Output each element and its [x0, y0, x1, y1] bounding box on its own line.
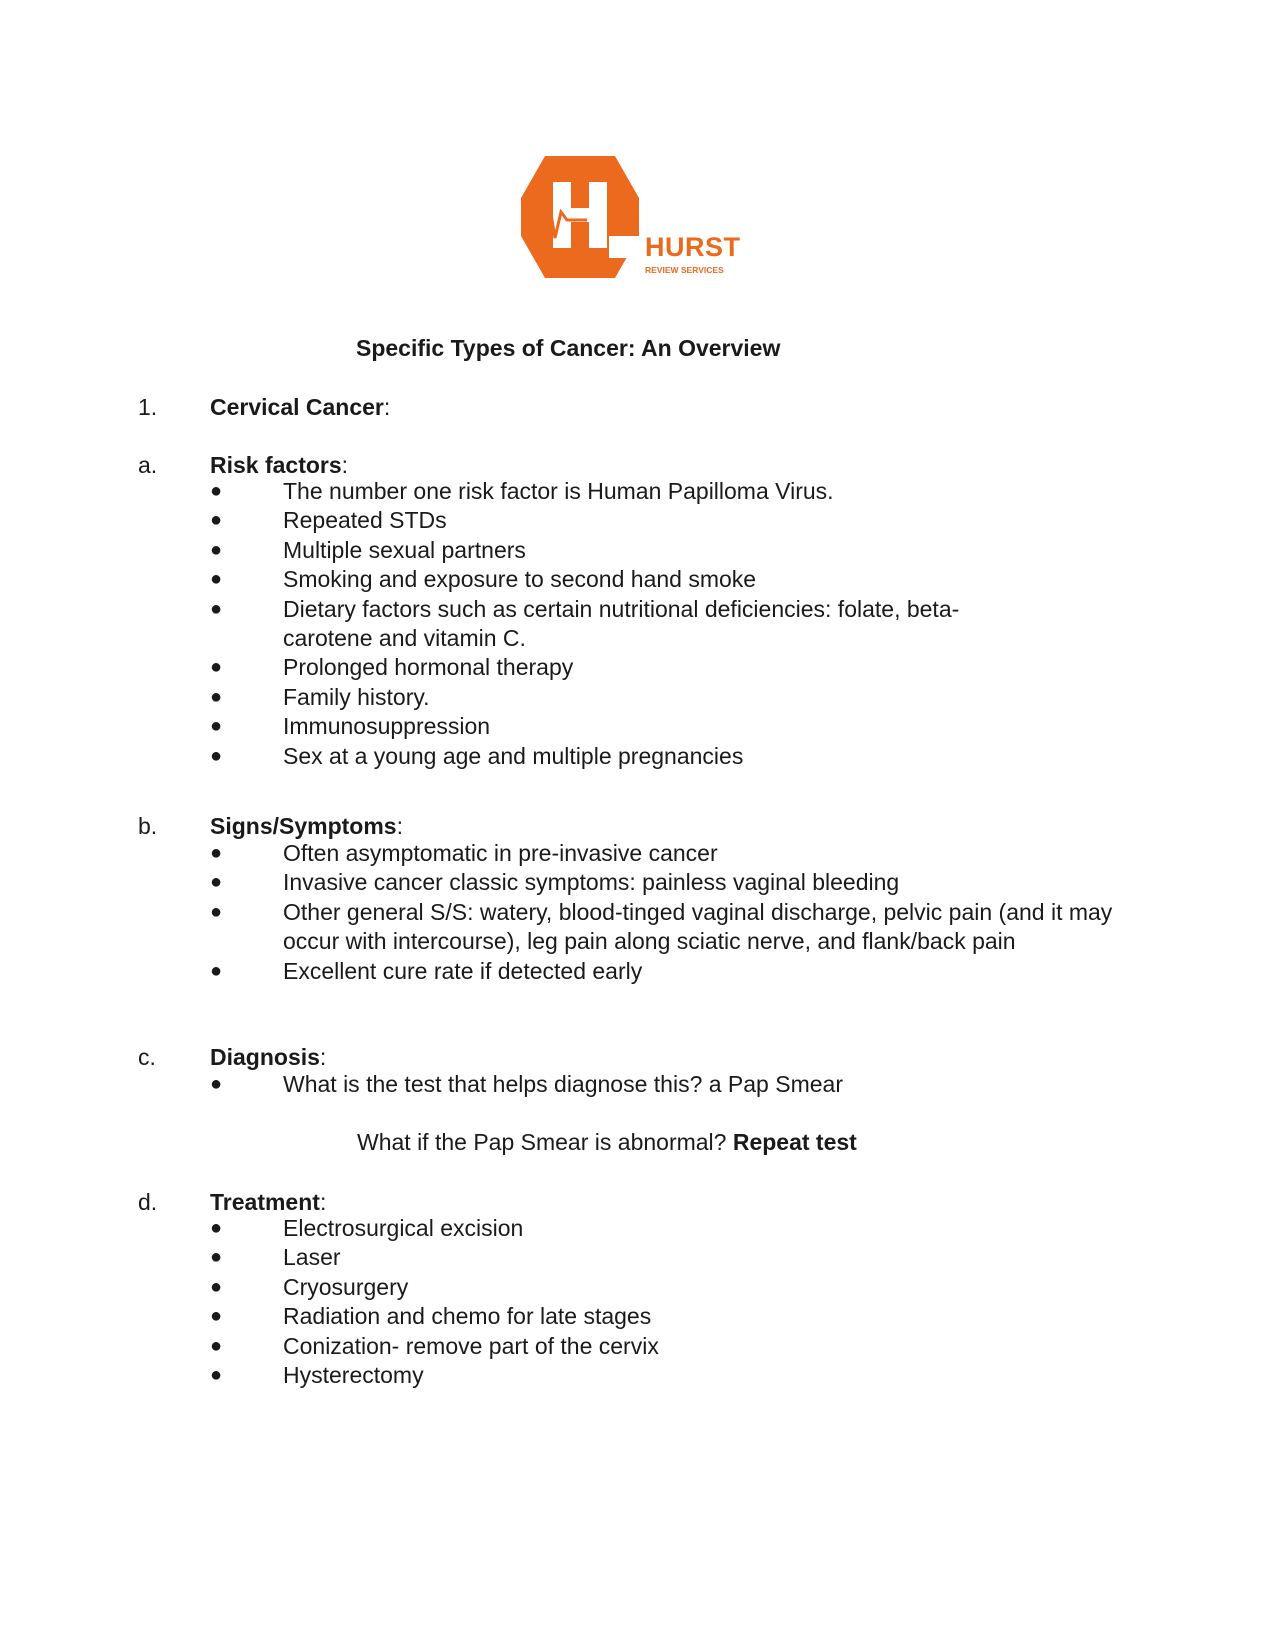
subsection-heading-colon: : — [319, 1044, 327, 1070]
bullet-icon: ● — [210, 568, 223, 591]
list-item — [210, 839, 1110, 868]
subsection-letter: c. — [138, 1044, 156, 1070]
list-item — [210, 1243, 1110, 1272]
list-item — [210, 506, 1110, 535]
list-item-text: Dietary factors such as certain nutritional deficiencies: folate, beta-carotene and vitamin C. — [283, 595, 960, 652]
list-item-text: Cryosurgery — [283, 1273, 409, 1300]
subsection-heading-text: Risk factors — [210, 452, 342, 478]
list-item — [210, 868, 1110, 897]
subsection-letter: d. — [138, 1189, 158, 1215]
list-item-text: Other general S/S: watery, blood-tinged vaginal discharge, pelvic pain (and it may occur with intercourse), leg pain along sciatic nerve, and flank/back pain — [283, 898, 1113, 955]
subsection-heading-text: Signs/Symptoms — [210, 813, 397, 839]
list-item-text: Radiation and chemo for late stages — [283, 1303, 652, 1330]
list-item-text: Invasive cancer classic symptoms: painless vaginal bleeding — [283, 869, 900, 896]
list-item-text: Hysterectomy — [283, 1362, 424, 1389]
bullet-icon: ● — [210, 538, 223, 561]
list-item-text: Sex at a young age and multiple pregnancies — [283, 742, 744, 769]
subsection-heading-risk-factors — [210, 454, 348, 477]
list-item — [210, 1332, 1110, 1361]
subsection-heading-colon: : — [319, 1189, 327, 1215]
subsection-heading-treatment — [210, 1191, 326, 1214]
bullet-icon: ● — [210, 597, 223, 620]
bullet-icon: ● — [210, 744, 223, 767]
section-heading-text: Cervical Cancer — [210, 394, 384, 420]
bullet-icon: ● — [210, 1305, 223, 1328]
list-item — [210, 536, 1110, 565]
list-item-text: Electrosurgical excision — [283, 1215, 524, 1241]
list-item — [210, 595, 963, 654]
list-item — [210, 1302, 1110, 1331]
subsection-heading-text: Treatment — [210, 1189, 320, 1215]
document-title: Specific Types of Cancer: An Overview — [356, 335, 781, 361]
subsection-heading-colon: : — [396, 813, 403, 839]
bullet-icon: ● — [210, 715, 223, 738]
diagnosis-list — [210, 1070, 1110, 1099]
logo-wordmark: HURST — [645, 232, 741, 262]
list-item-text: Multiple sexual partners — [283, 536, 526, 563]
list-item — [210, 957, 1110, 986]
logo-subtitle: REVIEW SERVICES — [645, 265, 724, 275]
bullet-icon: ● — [210, 1334, 223, 1357]
section-heading-colon: : — [383, 394, 391, 420]
hurst-logo — [517, 152, 747, 282]
list-item — [210, 477, 1110, 506]
signs-symptoms-list — [210, 839, 1113, 986]
diagnosis-note — [357, 1131, 857, 1154]
list-item-text: Prolonged hormonal therapy — [283, 654, 574, 681]
list-item-text: Smoking and exposure to second hand smoke — [283, 566, 757, 593]
bullet-icon: ● — [210, 842, 223, 864]
bullet-icon: ● — [210, 900, 223, 923]
subsection-letter: a. — [138, 452, 158, 478]
list-item — [210, 565, 1110, 594]
list-item — [210, 1361, 1110, 1390]
section-number: 1. — [138, 394, 158, 420]
list-item-text: Immunosuppression — [283, 713, 491, 740]
subsection-heading-diagnosis — [210, 1046, 326, 1069]
bullet-icon: ● — [210, 1246, 223, 1269]
bullet-icon: ● — [210, 480, 223, 502]
hexagon-heartbeat-icon — [517, 152, 647, 282]
list-item — [210, 898, 1113, 957]
bullet-icon: ● — [210, 959, 223, 982]
list-item-text: The number one risk factor is Human Papilloma Virus. — [283, 478, 834, 504]
list-item — [210, 1070, 1110, 1099]
bullet-icon: ● — [210, 1364, 223, 1387]
risk-factors-list — [210, 477, 1110, 771]
bullet-icon: ● — [210, 1275, 223, 1298]
note-answer: Repeat test — [732, 1129, 857, 1155]
bullet-icon: ● — [210, 871, 223, 894]
list-item-text: Repeated STDs — [283, 507, 447, 534]
list-item-text: Family history. — [283, 683, 430, 710]
bullet-icon: ● — [210, 656, 223, 679]
bullet-icon: ● — [210, 1217, 223, 1239]
list-item-text: Excellent cure rate if detected early — [283, 957, 643, 984]
list-item — [210, 1214, 1110, 1243]
treatment-list — [210, 1214, 1110, 1390]
list-item-text: What is the test that helps diagnose this? a Pap Smear — [283, 1071, 843, 1097]
list-item — [210, 653, 1110, 682]
list-item-text: Conization- remove part of the cervix — [283, 1332, 659, 1359]
subsection-heading-colon: : — [341, 452, 349, 478]
bullet-icon: ● — [210, 509, 223, 532]
subsection-letter: b. — [138, 813, 158, 839]
list-item-text: Often asymptomatic in pre-invasive cancer — [283, 840, 718, 866]
note-question: What if the Pap Smear is abnormal? — [357, 1129, 733, 1155]
bullet-icon: ● — [210, 1073, 223, 1095]
section-heading — [210, 396, 390, 419]
subsection-heading-signs-symptoms — [210, 815, 403, 838]
list-item — [210, 712, 1110, 741]
list-item-text: Laser — [283, 1244, 341, 1271]
list-item — [210, 742, 1110, 771]
list-item — [210, 683, 1110, 712]
bullet-icon: ● — [210, 685, 223, 708]
subsection-heading-text: Diagnosis — [210, 1044, 320, 1070]
list-item — [210, 1273, 1110, 1302]
